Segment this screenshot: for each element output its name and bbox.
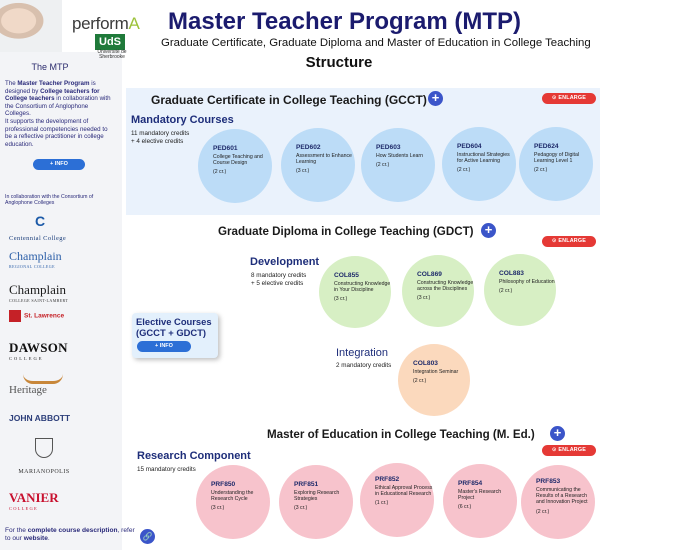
med-credits-note: 15 mandatory credits bbox=[137, 466, 196, 473]
elective-courses-title: Elective Courses (GCCT + GDCT) bbox=[136, 316, 212, 338]
link-icon[interactable]: 🔗 bbox=[140, 529, 155, 544]
course-col855[interactable]: COL855 Constructing Knowledge in Your Discipline (3 cr.) bbox=[319, 256, 391, 328]
course-prf851[interactable]: PRF851 Exploring Research Strategies (3 cr.) bbox=[279, 465, 353, 539]
gcct-plus-icon[interactable]: + bbox=[428, 91, 443, 106]
centennial-college-logo: C Centennial College bbox=[9, 213, 67, 242]
elective-info-button[interactable]: + INFO bbox=[137, 341, 191, 352]
gdct-title: Graduate Diploma in College Teaching (GDCT) bbox=[218, 225, 474, 238]
perform-logo: performA bbox=[72, 14, 140, 33]
collaboration-note: In collaboration with the Consortium of Anglophone Colleges bbox=[5, 194, 94, 207]
course-prf852[interactable]: PRF852 Ethical Approval Process in Educational Research (1 cr.) bbox=[360, 463, 434, 537]
uds-logo-subtitle: Université de Sherbrooke bbox=[97, 49, 127, 60]
med-group-label: Research Component bbox=[137, 450, 251, 462]
gcct-enlarge-button[interactable]: ⊙ ENLARGE bbox=[542, 93, 596, 104]
course-ped604[interactable]: PED604 Instructional Strategies for Active Learning (2 cr.) bbox=[442, 127, 516, 201]
course-ped624[interactable]: PED624 Pedagogy of Digital Learning Level 1 (2 cr.) bbox=[519, 127, 593, 201]
med-enlarge-button[interactable]: ⊙ ENLARGE bbox=[542, 445, 596, 456]
gdct-plus-icon[interactable]: + bbox=[481, 223, 496, 238]
sidebar-description: The Master Teacher Program is designed by College teachers for College teachers in collaboration with the Consortium of Anglophone Colleges. It supports the development of professional competencies needed to be a reflective practitioner in college education. bbox=[5, 80, 111, 148]
john-abbott-logo: JOHN ABBOTT bbox=[9, 413, 71, 423]
gdct-credits-note: 8 mandatory credits + 5 elective credits bbox=[251, 272, 307, 287]
gdct-group-label: Development bbox=[250, 256, 320, 268]
med-title: Master of Education in College Teaching (M. Ed.) bbox=[267, 428, 535, 441]
course-prf854[interactable]: PRF854 Master's Research Project (6 cr.) bbox=[443, 464, 517, 538]
gcct-credits-note: 11 mandatory credits + 4 elective credits bbox=[131, 130, 190, 145]
course-prf853[interactable]: PRF853 Communicating the Results of a Research and Innovation Project (2 cr.) bbox=[521, 465, 595, 539]
course-col803[interactable]: COL803 Integration Seminar (2 cr.) bbox=[398, 344, 470, 416]
sidebar-title: The MTP bbox=[31, 62, 69, 72]
gdct-enlarge-button[interactable]: ⊙ ENLARGE bbox=[542, 236, 596, 247]
gcct-title: Graduate Certificate in College Teaching (GCCT) bbox=[151, 93, 427, 107]
elective-courses-box bbox=[132, 313, 218, 358]
heritage-college-logo: Heritage bbox=[9, 374, 109, 396]
page-title: Master Teacher Program (MTP) bbox=[168, 8, 521, 35]
dawson-college-logo: DAWSON COLLEGE bbox=[9, 340, 68, 361]
course-ped602[interactable]: PED602 Assessment to Enhance Learning (3 cr.) bbox=[281, 128, 355, 202]
course-col869[interactable]: COL869 Constructing Knowledge across the Disciplines (3 cr.) bbox=[402, 255, 474, 327]
uds-logo: UdS bbox=[95, 34, 125, 50]
marianopolis-logo: MARIANOPOLIS bbox=[9, 438, 79, 478]
course-ped603[interactable]: PED603 How Students Learn (2 cr.) bbox=[361, 128, 435, 202]
course-col883[interactable]: COL883 Philosophy of Education (2 cr.) bbox=[484, 254, 556, 326]
teacher-photo bbox=[0, 0, 62, 52]
page-subtitle: Graduate Certificate, Graduate Diploma and Master of Education in College Teaching bbox=[161, 37, 591, 49]
sidebar-footer: For the complete course description, refer to our website. bbox=[5, 527, 135, 543]
course-prf850[interactable]: PRF850 Understanding the Research Cycle (3 cr.) bbox=[196, 465, 270, 539]
structure-heading: Structure bbox=[305, 54, 373, 71]
vanier-college-logo: VANIER COLLEGE bbox=[9, 490, 59, 511]
st-lawrence-logo: St. Lawrence bbox=[9, 310, 109, 322]
course-ped601[interactable]: PED601 College Teaching and Course Design (2 cr.) bbox=[198, 129, 272, 203]
integration-label: Integration bbox=[336, 347, 388, 359]
crest-icon bbox=[35, 438, 53, 458]
med-plus-icon[interactable]: + bbox=[550, 426, 565, 441]
gcct-group-label: Mandatory Courses bbox=[131, 114, 234, 126]
champlain-saint-lambert-logo: Champlain COLLEGE SAINT-LAMBERT bbox=[9, 282, 69, 303]
header-logos bbox=[0, 0, 160, 60]
sidebar-info-button[interactable]: + INFO bbox=[33, 159, 85, 170]
website-link[interactable]: website bbox=[23, 535, 48, 543]
integration-credits-note: 2 mandatory credits bbox=[336, 362, 392, 369]
champlain-regional-logo: Champlain REGIONAL COLLEGE bbox=[9, 249, 62, 269]
